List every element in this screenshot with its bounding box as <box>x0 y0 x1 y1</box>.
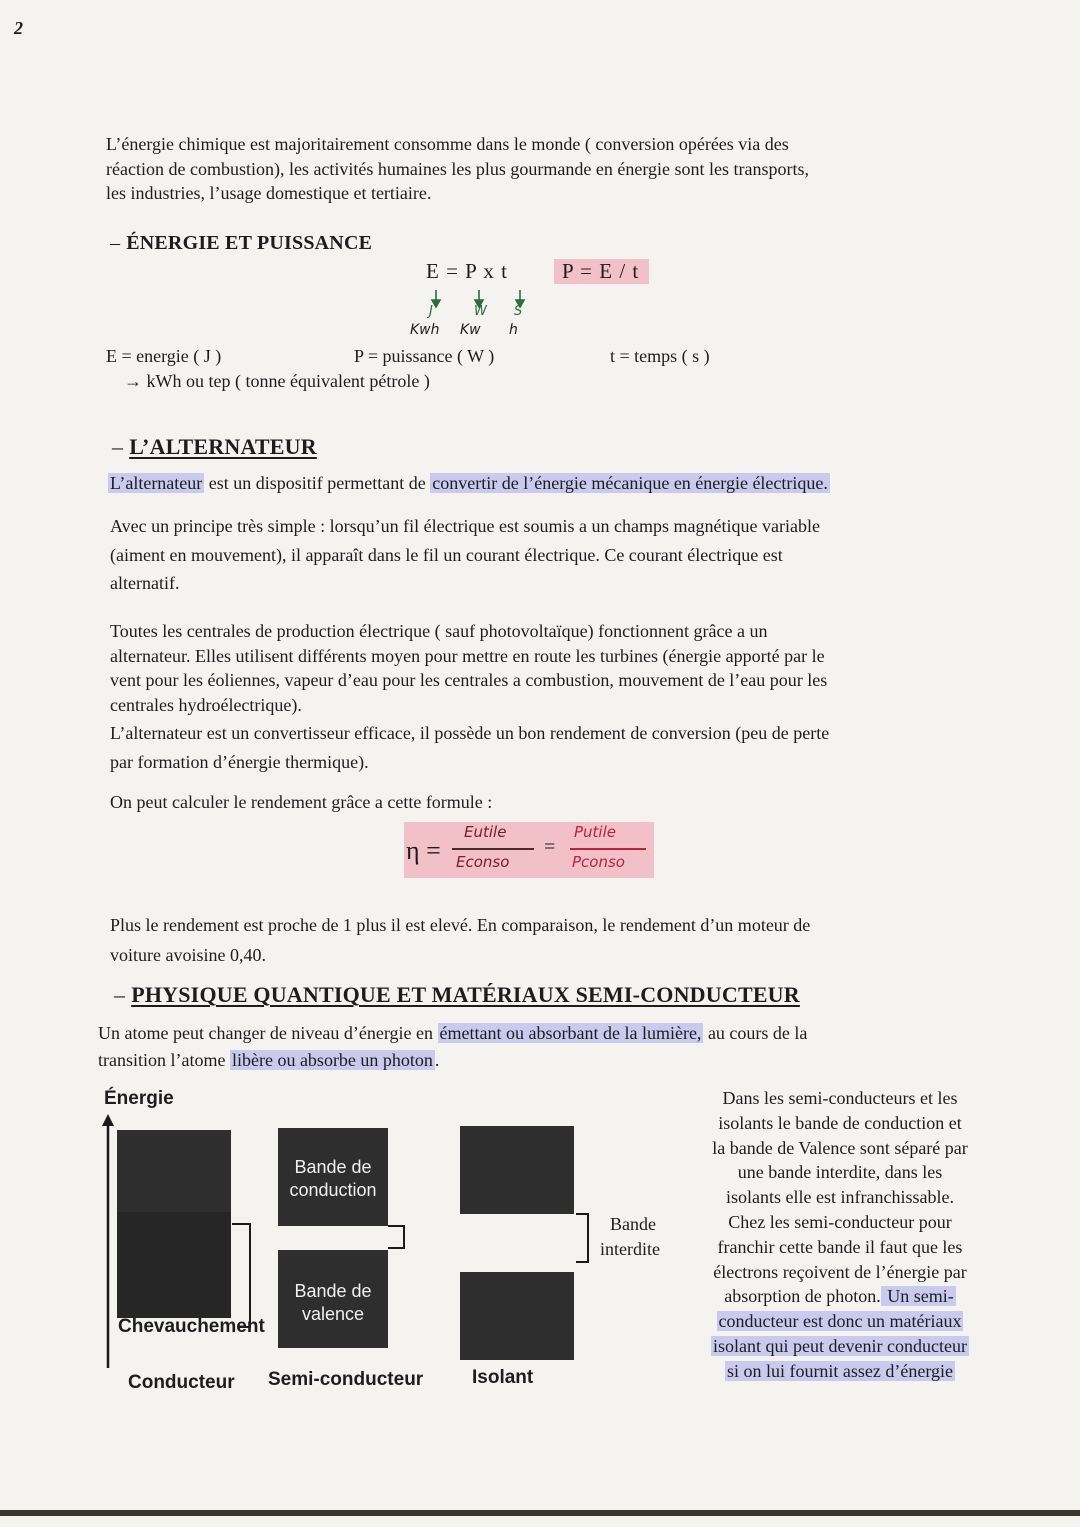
side-line <box>680 1359 1000 1384</box>
unit-kwh: Kwh <box>410 322 440 338</box>
quantique-line <box>98 1020 1018 1047</box>
y-axis-label: Énergie <box>104 1088 174 1109</box>
col-label-isolant: Isolant <box>472 1367 534 1388</box>
formula-p-et: P = E / t <box>554 259 649 284</box>
alternateur-principe <box>110 512 1010 598</box>
semi-valence-band <box>278 1250 388 1348</box>
intro-paragraph <box>106 132 986 206</box>
intro-line: L’énergie chimique est majoritairement consomme dans le monde ( conversion opérées via des <box>106 134 789 154</box>
side-line: une bande interdite, dans les <box>737 1162 943 1183</box>
unit-w: W <box>474 304 487 319</box>
side-line: franchir cette bande il faut que les <box>717 1236 963 1257</box>
fraction-bar <box>570 848 646 850</box>
highlight: L’alternateur <box>110 473 203 493</box>
highlight: conducteur est donc un matériaux <box>718 1311 962 1332</box>
page-bottom-edge <box>0 1510 1080 1516</box>
side-line: isolants elle est infranchissable. <box>726 1187 954 1208</box>
principe-line: (aiment en mouvement), il apparaît dans le fil un courant électrique. Ce courant électrique est <box>110 544 783 565</box>
intro-line: réaction de combustion), les activités humaines les plus gourmande en énergie sont les transports, <box>106 158 809 179</box>
formula-e-pt: E = P x t <box>426 259 508 283</box>
arrow-icon: → <box>124 371 147 391</box>
principe-line: alternatif. <box>110 573 180 593</box>
alternateur-centrales <box>110 619 1010 774</box>
centrales-line: vent pour les éoliennes, vapeur d’eau pour les centrales a combustion, mouvement de l’eau pour les <box>110 670 828 690</box>
def-energie-alt-text: kWh ou tep ( tonne équivalent pétrole ) <box>146 371 430 391</box>
def-energie: E = energie ( J ) <box>106 346 222 366</box>
p-utile: Putile <box>574 823 616 841</box>
dash-bullet: – <box>110 232 121 254</box>
conclusion-line: Plus le rendement est proche de 1 plus il est elevé. En comparaison, le rendement d’un moteur de <box>110 915 811 935</box>
highlight: si on lui fournit assez d’énergie <box>726 1360 954 1381</box>
side-line: isolants le bande de conduction et <box>718 1112 962 1133</box>
side-line <box>680 1309 1000 1334</box>
centrales-line: Toutes les centrales de production électrique ( sauf photovoltaïque) fonctionnent grâce a un <box>110 621 768 641</box>
col-label-semi-conducteur: Semi-conducteur <box>268 1369 424 1390</box>
heading-text: L’ALTERNATEUR <box>129 434 317 459</box>
col-label-conducteur: Conducteur <box>128 1372 235 1393</box>
def-energie-alt <box>124 369 430 394</box>
heading-alternateur <box>112 434 317 460</box>
e-conso: Econso <box>456 853 510 871</box>
text: est un dispositif permettant de <box>204 473 431 493</box>
highlight: convertir de l’énergie mécanique en énergie électrique. <box>432 473 828 493</box>
def-puissance: P = puissance ( W ) <box>354 346 495 366</box>
side-line <box>680 1334 1000 1359</box>
semi-conduction-band <box>278 1128 388 1226</box>
conclusion-line: voiture avoisine 0,40. <box>110 945 266 965</box>
intro-line: les industries, l’usage domestique et tertiaire. <box>106 183 432 203</box>
text: transition l’atome <box>98 1050 230 1070</box>
highlight: isolant qui peut devenir conducteur <box>713 1335 967 1356</box>
chevauchement-label: Chevauchement <box>118 1316 265 1337</box>
dash-bullet: – <box>114 982 126 1007</box>
page-number: 2 <box>14 18 23 38</box>
text: Un atome peut changer de niveau d’énergie en <box>98 1023 438 1043</box>
highlight: Un semi- <box>882 1286 954 1307</box>
dash-bullet: – <box>112 434 124 459</box>
highlight: émettant ou absorbant de la lumière, <box>439 1023 702 1043</box>
side-line: la bande de Valence sont séparé par <box>712 1137 968 1158</box>
quantique-intro <box>98 1020 1018 1074</box>
text: au cours de la <box>703 1023 808 1043</box>
eta-symbol: η = <box>406 836 441 865</box>
conducteur-conduction-band <box>117 1130 231 1212</box>
unit-j: J <box>429 304 433 319</box>
rendement-formula <box>404 822 654 878</box>
heading-physique-quantique <box>114 982 800 1008</box>
heading-text: PHYSIQUE QUANTIQUE ET MATÉRIAUX SEMI-CONDUCTEUR <box>131 982 800 1007</box>
centrales-line: L’alternateur est un convertisseur efficace, il possède un bon rendement de conversion (peu de perte <box>110 723 830 743</box>
equals-sign: = <box>544 836 556 858</box>
bande-conduction-label: Bande de conduction <box>289 1157 377 1200</box>
isolant-conduction-band <box>460 1126 574 1214</box>
bande-valence-label: Bande de valence <box>294 1281 372 1324</box>
rendement-conclusion <box>110 910 1010 970</box>
centrales-line: alternateur. Elles utilisent différents moyen pour mettre en route les turbines (énergie apporté par le <box>110 645 825 666</box>
alternateur-definition <box>108 471 1008 496</box>
text: . <box>434 1050 440 1070</box>
centrales-line: par formation d’énergie thermique). <box>110 751 369 772</box>
principe-line: Avec un principe très simple : lorsqu’un fil électrique est soumis a un champs magnétique variable <box>110 516 820 536</box>
text: absorption de photon. <box>724 1286 881 1307</box>
side-line <box>680 1284 1000 1309</box>
bande-interdite-label-1: Bande <box>610 1214 656 1234</box>
isolant-valence-band <box>460 1272 574 1360</box>
highlight: libère ou absorbe un photon <box>231 1050 433 1070</box>
unit-kw: Kw <box>460 322 481 338</box>
def-temps: t = temps ( s ) <box>610 346 710 366</box>
e-utile: Eutile <box>464 823 507 841</box>
unit-s: S <box>514 304 523 319</box>
side-line: Chez les semi-conducteur pour <box>728 1211 952 1232</box>
unit-h: h <box>509 322 518 338</box>
side-line: Dans les semi-conducteurs et les <box>722 1088 958 1108</box>
heading-energie-puissance <box>110 232 372 255</box>
centrales-line: centrales hydroélectrique). <box>110 694 302 715</box>
rendement-intro: On peut calculer le rendement grâce a cette formule : <box>110 792 493 812</box>
side-explanation <box>680 1086 1000 1384</box>
p-conso: Pconso <box>572 853 625 871</box>
fraction-bar <box>452 848 534 850</box>
bande-interdite-label-2: interdite <box>600 1239 660 1259</box>
heading-text: ÉNERGIE ET PUISSANCE <box>126 232 373 254</box>
quantique-line <box>98 1047 1018 1074</box>
side-line: électrons reçoivent de l’énergie par <box>713 1261 967 1282</box>
conducteur-valence-band <box>117 1212 231 1318</box>
